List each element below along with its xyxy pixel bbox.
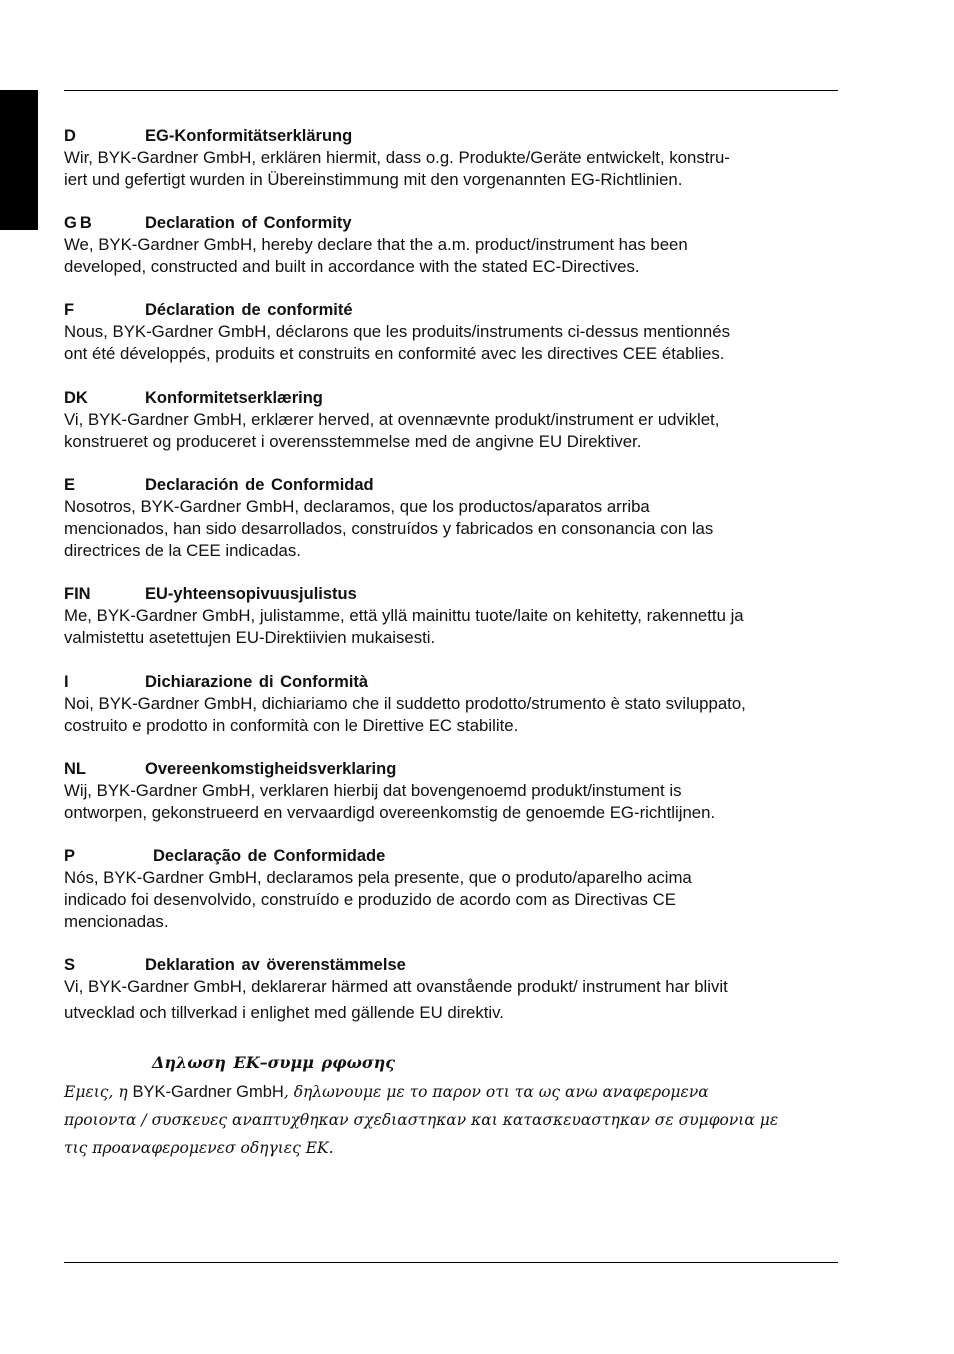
- declaration-text: [64, 976, 840, 1024]
- declaration-heading: [64, 954, 840, 976]
- declaration-title: Dichiarazione di Conformità: [145, 673, 369, 691]
- declaration-title: Deklaration av överenstämmelse: [145, 956, 406, 974]
- greek-text-prefix: Εμεις, η: [64, 1083, 133, 1101]
- declaration-heading: [64, 387, 840, 409]
- declaration-heading: [64, 212, 840, 234]
- declaration-de: [64, 125, 840, 191]
- declaration-heading: [64, 583, 840, 605]
- declaration-heading: [64, 758, 840, 780]
- text-line: Nosotros, BYK-Gardner GmbH, declaramos, que los productos/aparatos arriba: [64, 497, 650, 516]
- text-line: mencionadas.: [64, 912, 169, 931]
- language-code: FIN: [64, 585, 91, 603]
- text-line: utvecklad och tillverkad i enlighet med gällende EU direktiv.: [64, 1003, 504, 1022]
- top-rule: [64, 90, 838, 91]
- declaration-es: [64, 474, 840, 562]
- text-line: costruito e prodotto in conformità con le Direttive EC stabilite.: [64, 716, 519, 735]
- language-code: D: [64, 127, 76, 145]
- declaration-heading: [64, 125, 840, 147]
- declaration-fr: [64, 299, 840, 365]
- declaration-text: [64, 496, 840, 562]
- declaration-dk: [64, 387, 840, 453]
- text-line: Vi, BYK-Gardner GmbH, erklærer herved, at ovennævnte produkt/instrument er udviklet,: [64, 410, 720, 429]
- declaration-title: Declaración de Conformidad: [145, 476, 374, 494]
- text-line: ont été développés, produits et construits en conformité avec les directives CEE établies.: [64, 344, 725, 363]
- declaration-text: [64, 409, 840, 453]
- declaration-text: [64, 321, 840, 365]
- declaration-heading: [64, 299, 840, 321]
- declaration-it: [64, 671, 840, 737]
- declaration-nl: [64, 758, 840, 824]
- declaration-text: [64, 605, 840, 649]
- declaration-text: [64, 780, 840, 824]
- text-line: Noi, BYK-Gardner GmbH, dichiariamo che il suddetto prodotto/strumento è stato sviluppato,: [64, 694, 746, 713]
- section-edge-tab: [0, 90, 38, 230]
- text-line: Nós, BYK-Gardner GmbH, declaramos pela presente, que o produto/aparelho acima: [64, 868, 692, 887]
- text-line: Vi, BYK-Gardner GmbH, deklarerar härmed att ovanstående produkt/ instrument har blivit: [64, 977, 728, 996]
- text-line: mencionados, han sido desarrollados, construídos y fabricados en consonancia con las: [64, 519, 714, 538]
- declaration-heading: [64, 1052, 840, 1078]
- declaration-title: EU-yhteensopivuusjulistus: [145, 585, 357, 603]
- language-code: DK: [64, 389, 88, 407]
- declaration-heading: [64, 474, 840, 496]
- text-line: τις προαναφερομενεσ οδηγιες ΕΚ.: [64, 1139, 334, 1157]
- greek-text-suffix: , δηλωνουμε με το παρον οτι τα ως ανω αναφερομενα: [283, 1083, 709, 1101]
- declaration-gb: [64, 212, 840, 278]
- language-code: I: [64, 673, 69, 691]
- text-line: valmistettu asetettujen EU-Direktiivien mukaisesti.: [64, 628, 436, 647]
- declaration-text: [64, 147, 840, 191]
- text-line: Wir, BYK-Gardner GmbH, erklären hiermit, dass o.g. Produkte/Geräte entwickelt, konstru-: [64, 148, 730, 167]
- declaration-text: [64, 693, 840, 737]
- declaration-text: [64, 867, 840, 933]
- language-code: P: [64, 847, 76, 865]
- text-line: [64, 1078, 840, 1106]
- declaration-se: [64, 954, 840, 1024]
- declaration-title: EG-Konformitätserklärung: [145, 127, 353, 145]
- text-line: Nous, BYK-Gardner GmbH, déclarons que les produits/instruments ci-dessus mentionnés: [64, 322, 730, 341]
- company-name: BYK-Gardner GmbH: [132, 1083, 284, 1101]
- language-code: NL: [64, 760, 86, 778]
- bottom-rule: [64, 1262, 838, 1263]
- language-code: E: [64, 476, 76, 494]
- declaration-title: Declaration of Conformity: [145, 214, 352, 232]
- text-line: directrices de la CEE indicadas.: [64, 541, 301, 560]
- text-line: indicado foi desenvolvido, construído e produzido de acordo com as Directivas CE: [64, 890, 676, 909]
- declaration-heading: [64, 671, 840, 693]
- declaration-title: Overeenkomstigheidsverklaring: [145, 760, 397, 778]
- declaration-text: [64, 1078, 840, 1162]
- text-line: προιοντα / συσκευες αναπτυχθηκαν σχεδιαστηκαν και κατασκευαστηκαν σε συμφονια με: [64, 1111, 779, 1129]
- text-line: Wij, BYK-Gardner GmbH, verklaren hierbij dat bovengenoemd produkt/instument is: [64, 781, 682, 800]
- declaration-title: Declaração de Conformidade: [153, 847, 386, 865]
- text-line: konstrueret og produceret i overensstemmelse med de angivne EU Direktiver.: [64, 432, 642, 451]
- declaration-gr: [64, 1052, 840, 1162]
- declaration-title: Déclaration de conformité: [145, 301, 353, 319]
- language-code: F: [64, 301, 75, 319]
- declaration-pt: [64, 845, 840, 933]
- text-line: We, BYK-Gardner GmbH, hereby declare that the a.m. product/instrument has been: [64, 235, 688, 254]
- declaration-fin: [64, 583, 840, 649]
- text-line: Me, BYK-Gardner GmbH, julistamme, että yllä mainittu tuote/laite on kehitetty, rakennettu ja: [64, 606, 744, 625]
- language-code: S: [64, 956, 76, 974]
- declaration-title: Δηλωση ΕΚ–συμμ ρφωσης: [152, 1053, 396, 1072]
- language-code: GB: [64, 214, 95, 232]
- text-line: iert und gefertigt wurden in Übereinstimmung mit den vorgenannten EG-Richtlinien.: [64, 170, 683, 189]
- declaration-title: Konformitetserklæring: [145, 389, 323, 407]
- declaration-text: [64, 234, 840, 278]
- text-line: ontworpen, gekonstrueerd en vervaardigd overeenkomstig de genoemde EG-richtlijnen.: [64, 803, 716, 822]
- text-line: developed, constructed and built in accordance with the stated EC-Directives.: [64, 257, 640, 276]
- declaration-heading: [64, 845, 840, 867]
